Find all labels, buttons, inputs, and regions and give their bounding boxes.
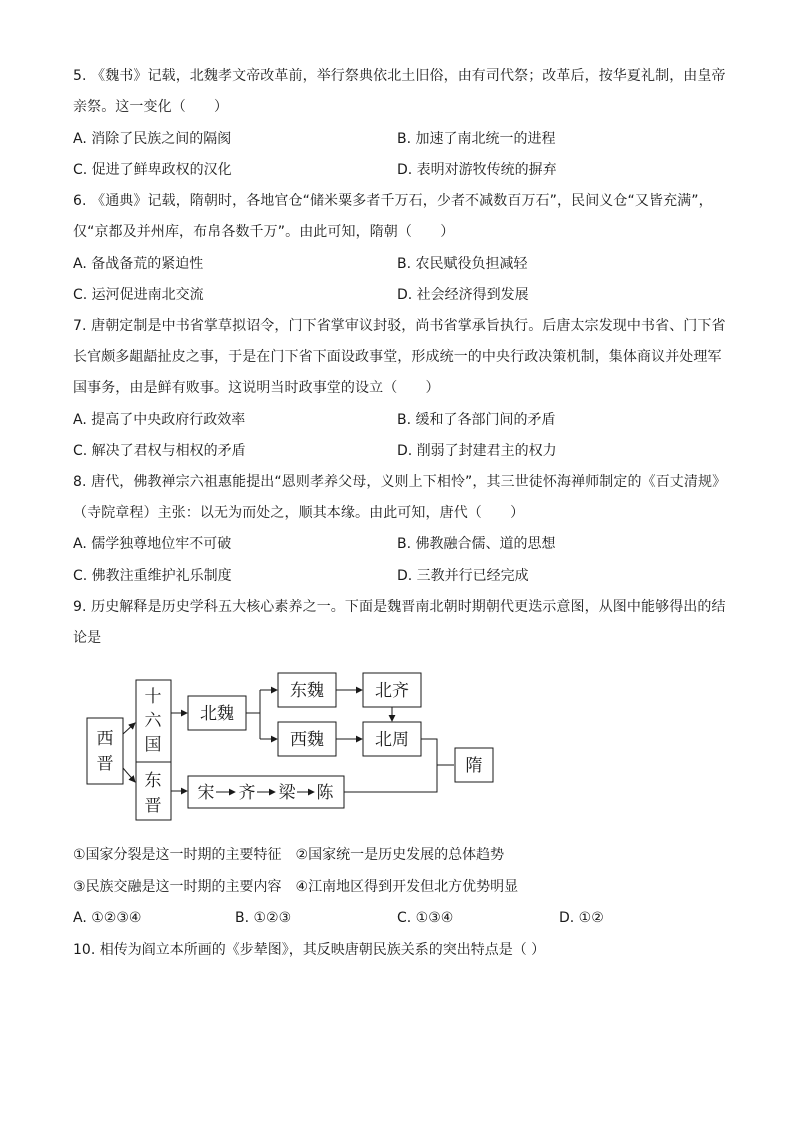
label-xiwei: 西魏: [290, 730, 324, 750]
label-dongwei: 东魏: [290, 681, 324, 701]
question-9-statements-2: ③民族交融是这一时期的主要内容 ④江南地区得到开发但北方优势明显: [73, 879, 519, 895]
label-qi: 齐: [238, 783, 256, 803]
question-6-options-row-2: [73, 280, 729, 311]
label-dongjin-2: 晋: [144, 796, 162, 816]
question-5-option-c[interactable]: C. 促进了鲜卑政权的汉化: [73, 162, 232, 178]
question-7-options-row-1: [73, 405, 729, 436]
question-5-stem: 5. 《魏书》记载，北魏孝文帝改革前，举行祭典依北土旧俗，由有司代祭；改革后，按华夏礼制，由皇帝亲祭。这一变化（ ）: [73, 68, 726, 115]
question-8-options-row-1: [73, 529, 729, 560]
label-sui: 隋: [465, 756, 483, 776]
question-7-stem: 7. 唐朝定制是中书省掌草拟诏令，门下省掌审议封驳，尚书省掌承旨执行。后唐太宗发现中书省、门下省长官颇多龃龉扯皮之事，于是在门下省下面设政事堂，形成统一的中央行政决策机制，集体商议并处理军国事务，由是鲜有败事。这说明当时政事堂的设立（ ）: [73, 318, 726, 396]
question-6-option-a[interactable]: A. 备战备荒的紧迫性: [73, 256, 204, 272]
question-9-option-c[interactable]: C. ①③④: [397, 910, 454, 926]
question-7-option-c[interactable]: C. 解决了君权与相权的矛盾: [73, 443, 246, 459]
question-5-options-row-1: [73, 124, 729, 155]
question-7-option-a[interactable]: A. 提高了中央政府行政效率: [73, 412, 246, 428]
label-shiliuguo-3: 国: [144, 735, 162, 755]
question-8-option-c[interactable]: C. 佛教注重维护礼乐制度: [73, 568, 232, 584]
label-shiliuguo-1: 十: [144, 687, 162, 707]
question-8-option-b[interactable]: B. 佛教融合儒、道的思想: [397, 536, 556, 552]
question-8-stem: 8. 唐代，佛教禅宗六祖惠能提出“恩则孝养父母，义则上下相怜”，其三世徒怀海禅师制定的《百丈清规》（寺院章程）主张：以无为而处之，顺其本缘。由此可知，唐代（ ）: [73, 474, 727, 521]
question-6-option-b[interactable]: B. 农民赋役负担减轻: [397, 256, 528, 272]
label-xijin-2: 晋: [96, 754, 114, 774]
question-8-option-d[interactable]: D. 三教并行已经完成: [397, 568, 529, 584]
label-beiqi: 北齐: [375, 681, 409, 701]
question-5-option-d[interactable]: D. 表明对游牧传统的摒弃: [397, 162, 557, 178]
question-7-options-row-2: [73, 436, 729, 467]
question-6-option-c[interactable]: C. 运河促进南北交流: [73, 287, 204, 303]
question-7-option-b[interactable]: B. 缓和了各部门间的矛盾: [397, 412, 556, 428]
question-6-options-row-1: [73, 249, 729, 280]
label-chen: 陈: [316, 783, 334, 803]
dynasty-succession-diagram: [85, 668, 505, 828]
question-9-options-row: [73, 903, 729, 934]
question-8-options-row-2: [73, 561, 729, 592]
question-5-option-b[interactable]: B. 加速了南北统一的进程: [397, 131, 556, 147]
label-dongjin-1: 东: [144, 771, 162, 791]
question-5-options-row-2: [73, 155, 729, 186]
question-9-option-b[interactable]: B. ①②③: [235, 910, 292, 926]
question-10-stem: 10. 相传为阎立本所画的《步辇图》，其反映唐朝民族关系的突出特点是（ ）: [73, 942, 546, 958]
label-beizhou: 北周: [375, 730, 409, 750]
question-6-option-d[interactable]: D. 社会经济得到发展: [397, 287, 529, 303]
question-5-option-a[interactable]: A. 消除了民族之间的隔阂: [73, 131, 232, 147]
question-9-option-a[interactable]: A. ①②③④: [73, 910, 142, 926]
question-9-option-d[interactable]: D. ①②: [559, 910, 604, 926]
label-shiliuguo-2: 六: [144, 711, 162, 731]
box-xijin: [87, 718, 123, 784]
label-xijin-1: 西: [96, 729, 114, 749]
question-8-option-a[interactable]: A. 儒学独尊地位牢不可破: [73, 536, 232, 552]
label-liang: 梁: [278, 783, 296, 803]
question-9-statements-1: ①国家分裂是这一时期的主要特征 ②国家统一是历史发展的总体趋势: [73, 847, 505, 863]
label-song: 宋: [197, 783, 215, 803]
question-9-stem: 9. 历史解释是历史学科五大核心素养之一。下面是魏晋南北朝时期朝代更迭示意图，从图中能够得出的结论是: [73, 599, 726, 646]
question-7-option-d[interactable]: D. 削弱了封建君主的权力: [397, 443, 557, 459]
label-beiwei: 北魏: [200, 704, 234, 724]
question-6-stem: 6. 《通典》记载，隋朝时，各地官仓“储米粟多者千万石，少者不减数百万石”，民间义仓“又皆充满”，仅“京都及并州库，布帛各数千万”。由此可知，隋朝（ ）: [73, 193, 713, 240]
